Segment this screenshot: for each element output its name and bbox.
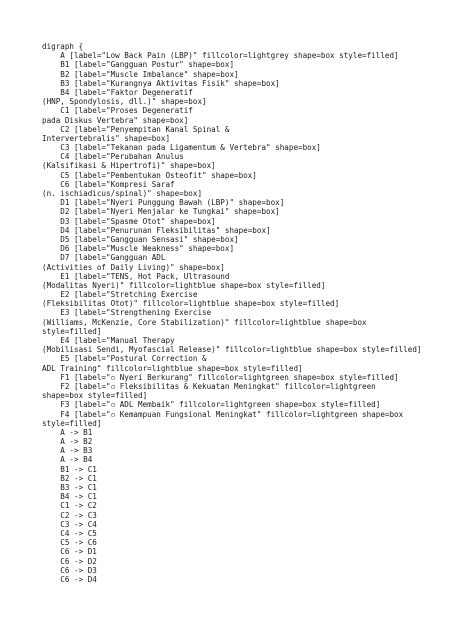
code-line: C5 [label="Pembentukan Osteofit" shape=box] — [42, 170, 257, 180]
code-line: A -> B3 — [42, 446, 93, 456]
code-line: D4 [label="Penurunan Fleksibilitas" shape=box] — [42, 225, 271, 235]
code-line: D5 [label="Gangguan Sensasi" shape=box] — [42, 234, 239, 244]
code-line: (Williams, McKenzie, Core Stabilization)" fillcolor=lightblue shape=box — [42, 317, 367, 327]
code-line: A -> B2 — [42, 437, 93, 447]
code-line: pada Diskus Vertebra" shape=box] — [42, 115, 189, 125]
code-line: C6 -> D2 — [42, 556, 97, 566]
code-line: C2 [label="Penyempitan Kanal Spinal & — [42, 124, 230, 134]
code-line: C1 -> C2 — [42, 501, 97, 511]
code-line: C1 [label="Proses Degeneratif — [42, 106, 193, 116]
code-line: F2 [label="▫ Fleksibilitas & Kekuatan Meningkat" fillcolor=lightgreen — [42, 381, 376, 391]
code-line: shape=box style=filled] — [42, 391, 148, 401]
code-line: B2 -> C1 — [42, 473, 97, 483]
code-line: ADL Training" fillcolor=lightblue shape=box style=filled] — [42, 363, 303, 373]
code-line: C4 -> C5 — [42, 528, 97, 538]
code-line: A -> B1 — [42, 427, 93, 437]
code-line: D2 [label="Nyeri Menjalar ke Tungkai" shape=box] — [42, 207, 280, 217]
code-line: (HNP, Spondylosis, dll.)" shape=box] — [42, 97, 207, 107]
code-line: A -> B4 — [42, 455, 93, 465]
code-line: (Activities of Daily Living)" shape=box] — [42, 262, 225, 272]
code-line: F1 [label="▫ Nyeri Berkurang" fillcolor=lightgreen shape=box style=filled] — [42, 372, 399, 382]
code-line: (Kalsifikasi & Hipertrofi)" shape=box] — [42, 161, 216, 171]
code-line: C6 -> D3 — [42, 565, 97, 575]
code-line: B4 -> C1 — [42, 492, 97, 502]
code-line: B4 [label="Faktor Degeneratif — [42, 87, 193, 97]
code-line: B3 [label="Kurangnya Aktivitas Fisik" shape=box] — [42, 78, 280, 88]
code-line: (n. ischiadicus/spinal)" shape=box] — [42, 189, 203, 198]
code-line: B3 -> C1 — [42, 483, 97, 492]
code-line: C3 -> C4 — [42, 519, 97, 529]
code-line: B2 [label="Muscle Imbalance" shape=box] — [42, 69, 239, 79]
code-line: (Mobilisasi Sendi, Myofascial Release)" fillcolor=lightblue shape=box style=filled] — [42, 345, 422, 355]
code-listing — [42, 42, 421, 584]
code-line: (Fleksibilitas Otot)" fillcolor=lightblue shape=box style=filled] — [42, 299, 340, 309]
code-line: B1 -> C1 — [42, 464, 97, 474]
code-line: (Modalitas Nyeri)" fillcolor=lightblue shape=box style=filled] — [42, 280, 326, 290]
code-line: D7 [label="Gangguan ADL — [42, 253, 166, 263]
code-line: B1 [label="Gangguan Postur" shape=box] — [42, 60, 235, 70]
code-line: style=filled] — [42, 418, 102, 428]
code-line: F3 [label="▫ ADL Membaik" fillcolor=lightgreen shape=box style=filled] — [42, 400, 381, 410]
code-line: C5 -> C6 — [42, 538, 97, 548]
code-line: C3 [label="Tekanan pada Ligamentum & Vertebra" shape=box] — [42, 143, 321, 153]
code-line: C6 [label="Kompresi Saraf — [42, 179, 175, 189]
code-line: digraph { — [42, 42, 84, 51]
code-line: E4 [label="Manual Therapy — [42, 336, 175, 345]
code-line: C6 -> D4 — [42, 574, 97, 584]
code-line: style=filled] — [42, 326, 102, 336]
code-line: C6 -> D1 — [42, 547, 97, 557]
code-line: E3 [label="Strengthening Exercise — [42, 308, 212, 318]
code-line: D6 [label="Muscle Weakness" shape=box] — [42, 244, 235, 254]
code-line: E1 [label="TENS, Hot Pack, Ultrasound — [42, 271, 230, 281]
code-line: D1 [label="Nyeri Punggung Bawah (LBP)" shape=box] — [42, 198, 285, 208]
code-line: E2 [label="Stretching Exercise — [42, 290, 198, 300]
code-line: Intervertebralis" shape=box] — [42, 133, 171, 143]
code-line: A [label="Low Back Pain (LBP)" fillcolor=lightgrey shape=box style=filled] — [42, 51, 399, 61]
code-line: F4 [label="▫ Kemampuan Fungsional Meningkat" fillcolor=lightgreen shape=box — [42, 409, 404, 419]
code-line: D3 [label="Spasme Otot" shape=box] — [42, 216, 216, 226]
code-line: C2 -> C3 — [42, 510, 97, 520]
code-line: C4 [label="Perubahan Anulus — [42, 152, 184, 162]
code-line: E5 [label="Postural Correction & — [42, 354, 207, 364]
